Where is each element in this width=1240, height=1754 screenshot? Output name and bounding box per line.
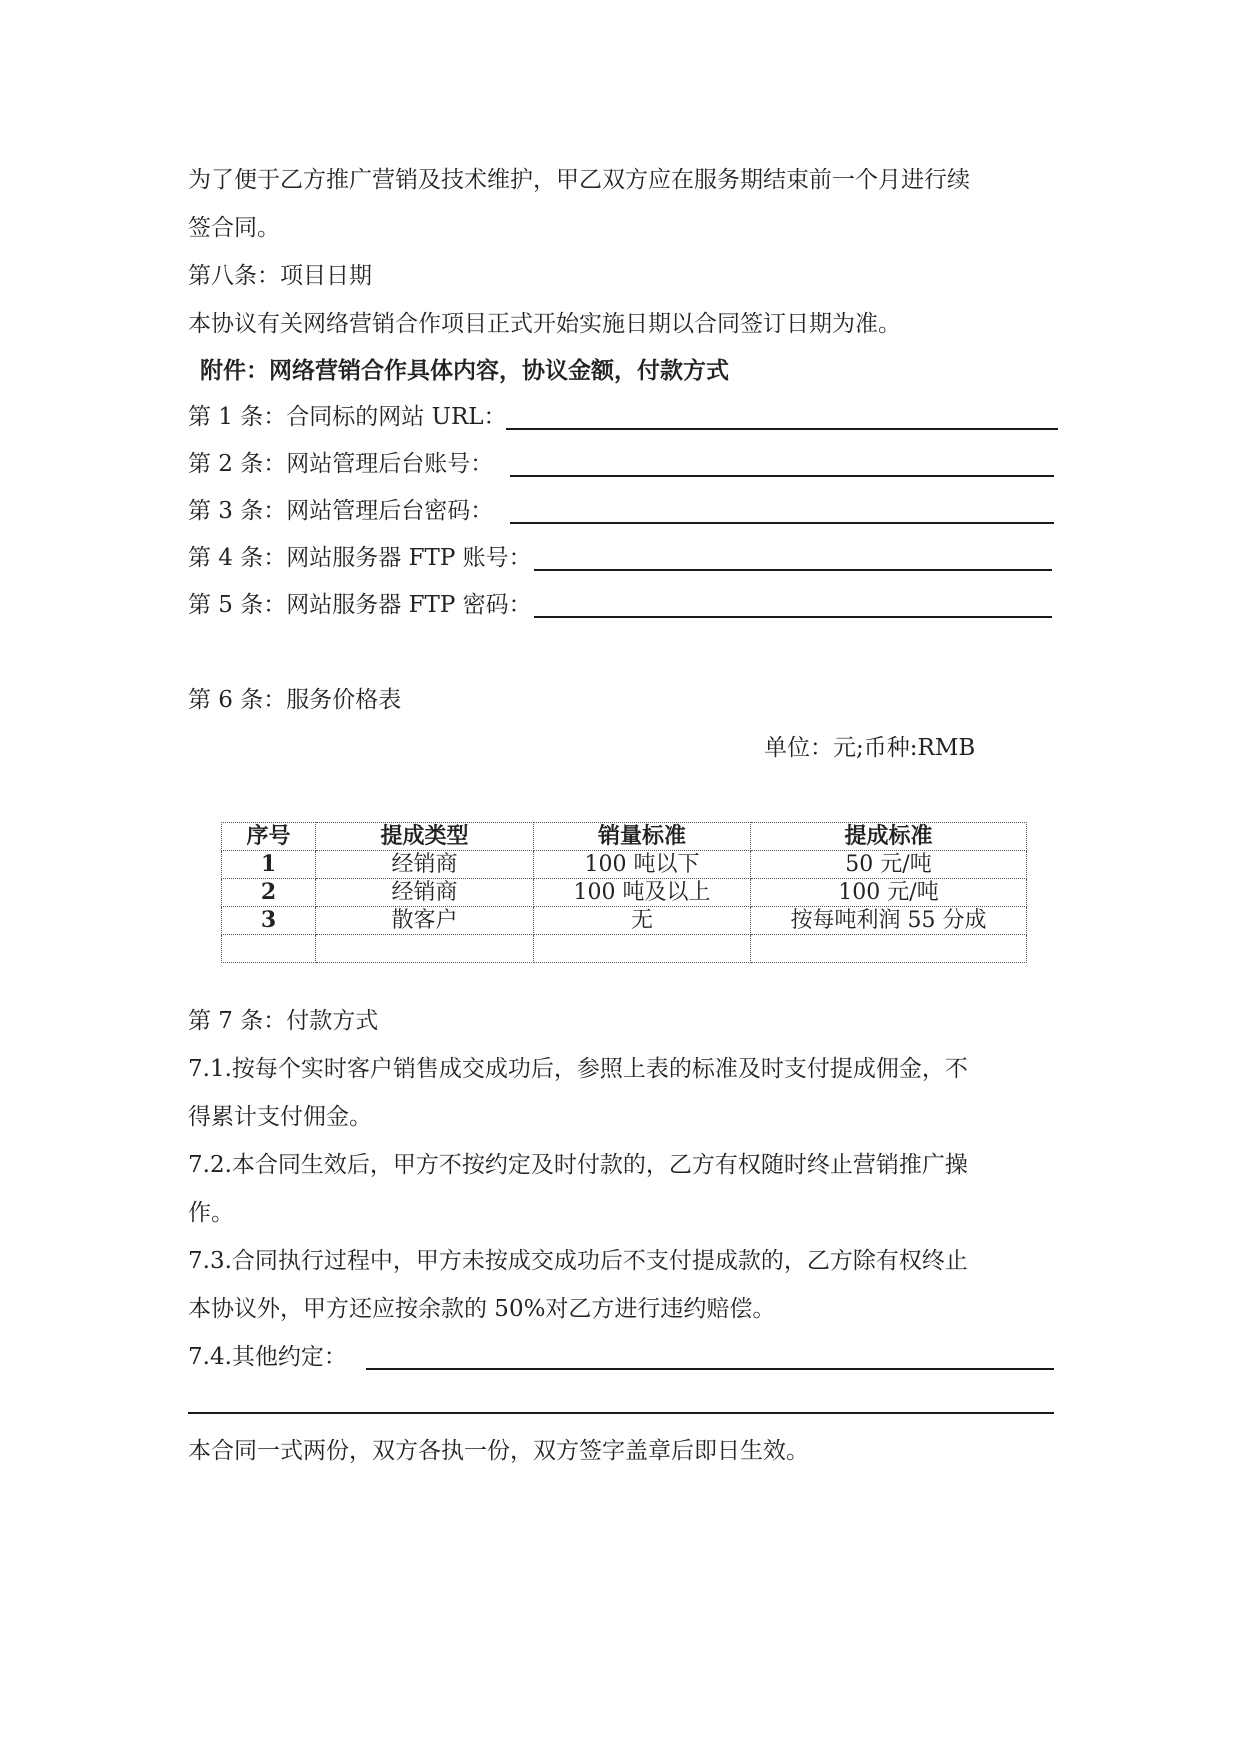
header-commission-standard: 提成标准 [751, 823, 1027, 851]
ftp-password-blank[interactable] [534, 616, 1052, 618]
cell-index [222, 935, 316, 963]
cell-commission-type: 散客户 [316, 907, 534, 935]
field-admin-password [188, 496, 1054, 526]
renewal-text-line-2: 签合同。 [188, 215, 280, 241]
header-sales-standard: 销量标准 [534, 823, 751, 851]
admin-password-blank[interactable] [510, 522, 1054, 524]
ftp-account-blank[interactable] [534, 569, 1052, 571]
field-label: 第 5 条：网站服务器 FTP 密码： [188, 592, 532, 618]
table-row [222, 907, 1027, 935]
field-label: 7.4.其他约定： [188, 1344, 347, 1370]
field-other-agreement [188, 1342, 1054, 1372]
cell-commission-type: 经销商 [316, 879, 534, 907]
payment-7-2-line-2: 作。 [188, 1200, 234, 1226]
field-label: 第 2 条：网站管理后台账号： [188, 451, 494, 477]
website-url-blank[interactable] [506, 428, 1058, 430]
other-agreement-blank[interactable] [366, 1368, 1054, 1370]
table-row [222, 879, 1027, 907]
field-label: 第 4 条：网站服务器 FTP 账号： [188, 545, 532, 571]
closing-text: 本合同一式两份，双方各执一份，双方签字盖章后即日生效。 [188, 1438, 809, 1464]
price-table-caption: 第 6 条：服务价格表 [188, 687, 402, 713]
table-header-row [222, 823, 1027, 851]
field-label: 第 3 条：网站管理后台密码： [188, 498, 494, 524]
payment-heading: 第 7 条：付款方式 [188, 1008, 379, 1034]
unit-note: 单位：元;币种:RMB [764, 735, 976, 761]
article-8-heading: 第八条：项目日期 [188, 263, 372, 289]
renewal-text-line-1: 为了便于乙方推广营销及技术维护，甲乙双方应在服务期结束前一个月进行续 [188, 167, 970, 193]
article-8-text: 本协议有关网络营销合作项目正式开始实施日期以合同签订日期为准。 [188, 311, 901, 337]
other-agreement-blank-line-2[interactable] [188, 1412, 1054, 1414]
admin-account-blank[interactable] [510, 475, 1054, 477]
field-website-url [188, 402, 1058, 432]
cell-commission-standard: 50 元/吨 [751, 851, 1027, 879]
annex-heading: 附件：网络营销合作具体内容，协议金额，付款方式 [200, 358, 729, 384]
field-admin-account [188, 449, 1054, 479]
price-table [221, 822, 1027, 963]
table-row-empty [222, 935, 1027, 963]
cell-commission-standard: 100 元/吨 [751, 879, 1027, 907]
cell-sales-standard: 无 [534, 907, 751, 935]
payment-7-3-line-2: 本协议外，甲方还应按余款的 50%对乙方进行违约赔偿。 [188, 1296, 776, 1322]
cell-commission-type: 经销商 [316, 851, 534, 879]
payment-7-2-line-1: 7.2.本合同生效后，甲方不按约定及时付款的，乙方有权随时终止营销推广操 [188, 1152, 968, 1178]
field-ftp-account [188, 543, 1052, 573]
cell-commission-type [316, 935, 534, 963]
field-label: 第 1 条：合同标的网站 URL： [188, 404, 507, 430]
payment-7-3-line-1: 7.3.合同执行过程中，甲方未按成交成功后不支付提成款的，乙方除有权终止 [188, 1248, 968, 1274]
field-ftp-password [188, 590, 1052, 620]
payment-7-1-line-2: 得累计支付佣金。 [188, 1104, 372, 1130]
table-row [222, 851, 1027, 879]
cell-commission-standard: 按每吨利润 55 分成 [751, 907, 1027, 935]
cell-sales-standard: 100 吨以下 [534, 851, 751, 879]
header-index: 序号 [222, 823, 316, 851]
cell-commission-standard [751, 935, 1027, 963]
cell-sales-standard [534, 935, 751, 963]
cell-index: 1 [222, 851, 316, 879]
payment-7-1-line-1: 7.1.按每个实时客户销售成交成功后，参照上表的标准及时支付提成佣金，不 [188, 1056, 968, 1082]
header-commission-type: 提成类型 [316, 823, 534, 851]
cell-index: 2 [222, 879, 316, 907]
cell-index: 3 [222, 907, 316, 935]
cell-sales-standard: 100 吨及以上 [534, 879, 751, 907]
